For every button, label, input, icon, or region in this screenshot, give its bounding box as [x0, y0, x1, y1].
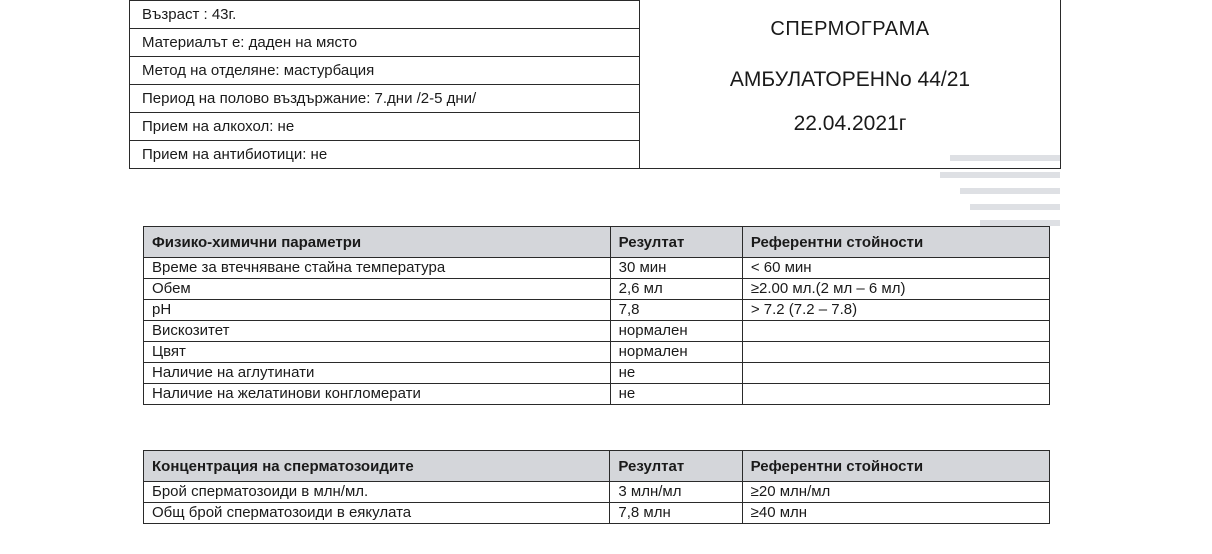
param-cell: Общ брой сперматозоиди в еякулата — [144, 503, 610, 524]
report-title: СПЕРМОГРАМА — [770, 18, 930, 40]
physchem-header-reference: Референтни стойности — [742, 227, 1049, 258]
info-row-material — [130, 29, 640, 57]
concentration-header-param: Концентрация на сперматозоидите — [144, 451, 610, 482]
info-age: Възраст : 43г. — [130, 1, 640, 29]
info-row-antibiotics — [130, 141, 640, 169]
stamp-icon — [920, 150, 1070, 230]
report-number: АМБУЛАТОРЕНNo 44/21 — [729, 68, 971, 91]
stamp-bleed-through — [920, 150, 1070, 230]
info-row-alcohol — [130, 113, 640, 141]
physchem-header-param: Физико-химични параметри — [144, 227, 611, 258]
info-abstinence: Период на полово въздържание: 7.дни /2-5 дни/ — [130, 85, 640, 113]
param-cell: Цвят — [144, 342, 611, 363]
info-alcohol: Прием на алкохол: не — [130, 113, 640, 141]
info-row-abstinence — [130, 85, 640, 113]
reference-cell: ≥40 млн — [742, 503, 1049, 524]
result-cell: не — [610, 363, 742, 384]
result-cell: 3 млн/мл — [610, 482, 742, 503]
table-row — [144, 321, 1050, 342]
param-cell: Брой сперматозоиди в млн/мл. — [144, 482, 610, 503]
param-cell: Наличие на желатинови конгломерати — [144, 384, 611, 405]
reference-cell — [742, 384, 1049, 405]
concentration-header-reference: Референтни стойности — [742, 451, 1049, 482]
table-row — [144, 363, 1050, 384]
report-date: 22.04.2021г — [793, 112, 907, 135]
table-row — [144, 258, 1050, 279]
info-row-method — [130, 57, 640, 85]
result-cell: нормален — [610, 342, 742, 363]
reference-cell: < 60 мин — [742, 258, 1049, 279]
table-row — [144, 503, 1050, 524]
reference-cell: ≥20 млн/мл — [742, 482, 1049, 503]
table-row — [144, 384, 1050, 405]
physchem-table — [143, 226, 1050, 405]
physchem-header-result: Резултат — [610, 227, 742, 258]
reference-cell: > 7.2 (7.2 – 7.8) — [742, 300, 1049, 321]
physchem-header-row — [144, 227, 1050, 258]
table-row — [144, 300, 1050, 321]
result-cell: не — [610, 384, 742, 405]
table-row — [144, 482, 1050, 503]
param-cell: pH — [144, 300, 611, 321]
reference-cell — [742, 363, 1049, 384]
result-cell: 2,6 мл — [610, 279, 742, 300]
reference-cell — [742, 342, 1049, 363]
result-cell: нормален — [610, 321, 742, 342]
info-material: Материалът е: даден на място — [130, 29, 640, 57]
table-row — [144, 342, 1050, 363]
reference-cell: ≥2.00 мл.(2 мл – 6 мл) — [742, 279, 1049, 300]
param-cell: Време за втечняване стайна температура — [144, 258, 611, 279]
info-antibiotics: Прием на антибиотици: не — [130, 141, 640, 169]
param-cell: Вискозитет — [144, 321, 611, 342]
patient-info-table — [129, 0, 640, 169]
param-cell: Наличие на аглутинати — [144, 363, 611, 384]
result-cell: 30 мин — [610, 258, 742, 279]
concentration-table — [143, 450, 1050, 524]
report-header — [640, 0, 1061, 169]
info-method: Метод на отделяне: мастурбация — [130, 57, 640, 85]
reference-cell — [742, 321, 1049, 342]
result-cell: 7,8 млн — [610, 503, 742, 524]
table-row — [144, 279, 1050, 300]
concentration-header-row — [144, 451, 1050, 482]
param-cell: Обем — [144, 279, 611, 300]
result-cell: 7,8 — [610, 300, 742, 321]
info-row-age — [130, 1, 640, 29]
concentration-header-result: Резултат — [610, 451, 742, 482]
